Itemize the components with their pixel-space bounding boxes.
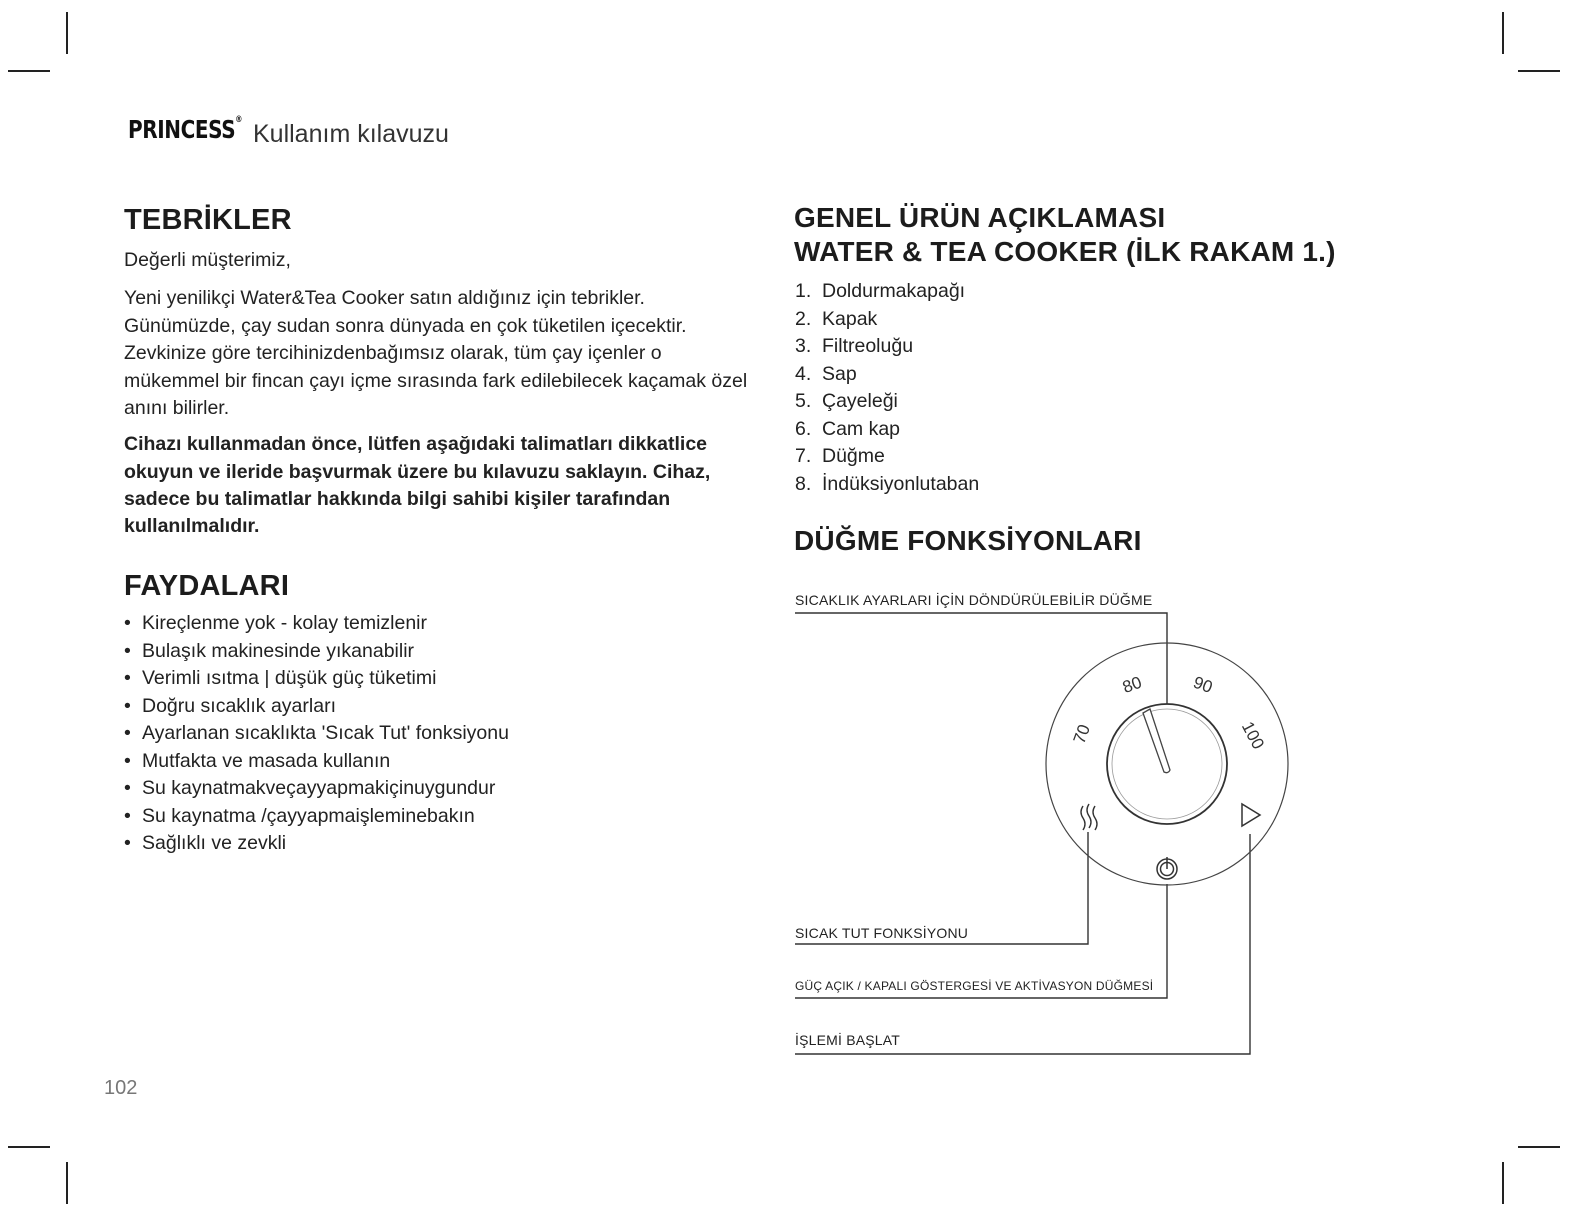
keep-warm-label: SICAK TUT FONKSİYONU	[795, 925, 969, 941]
congrats-heading: TEBRİKLER	[124, 204, 292, 236]
part-number: 6.	[795, 417, 812, 440]
list-item-label: Sağlıklı ve zevkli	[142, 832, 287, 854]
bullet-icon: •	[124, 694, 131, 717]
knob-label: SICAKLIK AYARLARI İÇİN DÖNDÜRÜLEBİLİR DÜĞME	[795, 592, 1153, 608]
manual-subtitle: Kullanım kılavuzu	[253, 120, 449, 148]
list-item	[124, 610, 509, 638]
bullet-icon: •	[124, 777, 131, 799]
part-number: 1.	[795, 280, 812, 302]
list-item-label: Ayarlanan sıcaklıkta 'Sıcak Tut' fonksiyonu	[142, 722, 509, 744]
knob	[1107, 704, 1227, 824]
greeting: Değerli müşterimiz,	[124, 249, 291, 271]
list-item-label: Bulaşık makinesinde yıkanabilir	[142, 639, 415, 662]
list-item	[124, 665, 509, 693]
crop-mark	[66, 1162, 68, 1204]
part-label: Sap	[822, 362, 857, 385]
bullet-icon: •	[124, 667, 131, 689]
power-icon	[1157, 857, 1177, 879]
part-number: 4.	[795, 362, 812, 385]
crop-mark	[1518, 1146, 1560, 1148]
list-item	[795, 278, 979, 306]
list-item	[124, 803, 509, 831]
warning-line: Cihazı kullanmadan önce, lütfen aşağıdaki talimatları dikkatlice	[124, 433, 708, 455]
list-item	[795, 388, 979, 416]
crop-mark	[1518, 70, 1560, 72]
temp-90-label: 90	[1190, 672, 1216, 697]
part-number: 2.	[795, 307, 812, 330]
parts-list	[795, 278, 979, 498]
power-label: GÜÇ AÇIK / KAPALI GÖSTERGESİ VE AKTİVASYON DÜĞMESİ	[795, 979, 1154, 993]
play-icon	[1242, 804, 1260, 826]
part-label: Çayeleği	[822, 390, 898, 412]
start-label: İŞLEMİ BAŞLAT	[795, 1032, 901, 1048]
bullet-icon: •	[124, 639, 131, 662]
bullet-icon: •	[124, 722, 131, 744]
bullet-icon: •	[124, 612, 131, 634]
benefits-list	[124, 610, 509, 858]
part-number: 8.	[795, 472, 812, 495]
list-item	[124, 720, 509, 748]
list-item	[795, 443, 979, 471]
list-item	[795, 471, 979, 499]
part-label: Filtreoluğu	[822, 335, 914, 357]
list-item	[124, 748, 509, 776]
brand-logo: PRINCESS®	[128, 115, 243, 144]
crop-mark	[66, 12, 68, 54]
part-number: 7.	[795, 445, 812, 467]
temp-70-label: 70	[1069, 721, 1094, 747]
part-number: 5.	[795, 390, 812, 412]
list-item	[124, 693, 509, 721]
part-label: Doldurmakapağı	[822, 280, 966, 302]
intro-line: Yeni yenilikçi Water&Tea Cooker satın aldığınız için tebrikler.	[124, 287, 645, 309]
warning-line: okuyun ve ileride başvurmak üzere bu kılavuzu saklayın. Cihaz,	[124, 461, 711, 483]
part-label: İndüksiyonlutaban	[822, 472, 980, 495]
start-callout-line	[795, 834, 1250, 1054]
list-item-label: Doğru sıcaklık ayarları	[142, 694, 336, 717]
list-item-label: Su kaynatma /çayyapmaişleminebakın	[142, 804, 475, 827]
list-item	[795, 361, 979, 389]
list-item	[124, 775, 509, 803]
part-label: Kapak	[822, 307, 878, 330]
intro-line: Zevkinize göre tercihinizdenbağımsız olarak, tüm çay içenler o	[124, 342, 662, 364]
temp-80-label: 80	[1119, 672, 1145, 697]
bullet-icon: •	[124, 804, 131, 827]
list-item-label: Verimli ısıtma | düşük güç tüketimi	[142, 667, 437, 689]
warning-line: kullanılmalıdır.	[124, 515, 260, 537]
overview-subheading: WATER & TEA COOKER (İLK RAKAM 1.)	[794, 236, 1336, 267]
list-item	[124, 638, 509, 666]
part-label: Cam kap	[822, 417, 901, 440]
bullet-icon: •	[124, 749, 131, 772]
list-item	[795, 306, 979, 334]
list-item	[795, 416, 979, 444]
button-functions-heading: DÜĞME FONKSİYONLARI	[794, 525, 1142, 556]
list-item-label: Mutfakta ve masada kullanın	[142, 749, 391, 772]
bullet-icon: •	[124, 832, 131, 854]
intro-line: mükemmel bir fincan çayı içme sırasında fark edilebilecek kaçamak özel	[124, 370, 748, 392]
list-item-label: Kireçlenme yok - kolay temizlenir	[142, 612, 428, 634]
warning-line: sadece bu talimatlar hakkında bilgi sahibi kişiler tarafından	[124, 488, 671, 510]
list-item	[124, 830, 509, 858]
dial-outer-ring	[1046, 643, 1288, 885]
list-item	[795, 333, 979, 361]
knob-callout-line	[795, 613, 1167, 760]
crop-mark	[1502, 1162, 1504, 1204]
overview-heading: GENEL ÜRÜN AÇIKLAMASI	[794, 202, 1166, 233]
knob-pointer	[1143, 709, 1170, 773]
benefits-heading: FAYDALARI	[124, 570, 290, 602]
intro-line: anını bilirler.	[124, 397, 230, 419]
brand-logo-text: PRINCESS	[128, 115, 236, 144]
part-number: 3.	[795, 335, 812, 357]
page-number: 102	[104, 1077, 138, 1099]
crop-mark	[8, 1146, 50, 1148]
list-item-label: Su kaynatmakveçayyapmakiçinuygundur	[142, 777, 496, 799]
intro-line: Günümüzde, çay sudan sonra dünyada en çok tüketilen içecektir.	[124, 315, 687, 337]
crop-mark	[1502, 12, 1504, 54]
heat-waves-icon	[1081, 804, 1097, 830]
part-label: Düğme	[822, 445, 885, 467]
crop-mark	[8, 70, 50, 72]
temp-100-label: 100	[1237, 718, 1268, 753]
knob-inner-ring	[1112, 709, 1222, 819]
